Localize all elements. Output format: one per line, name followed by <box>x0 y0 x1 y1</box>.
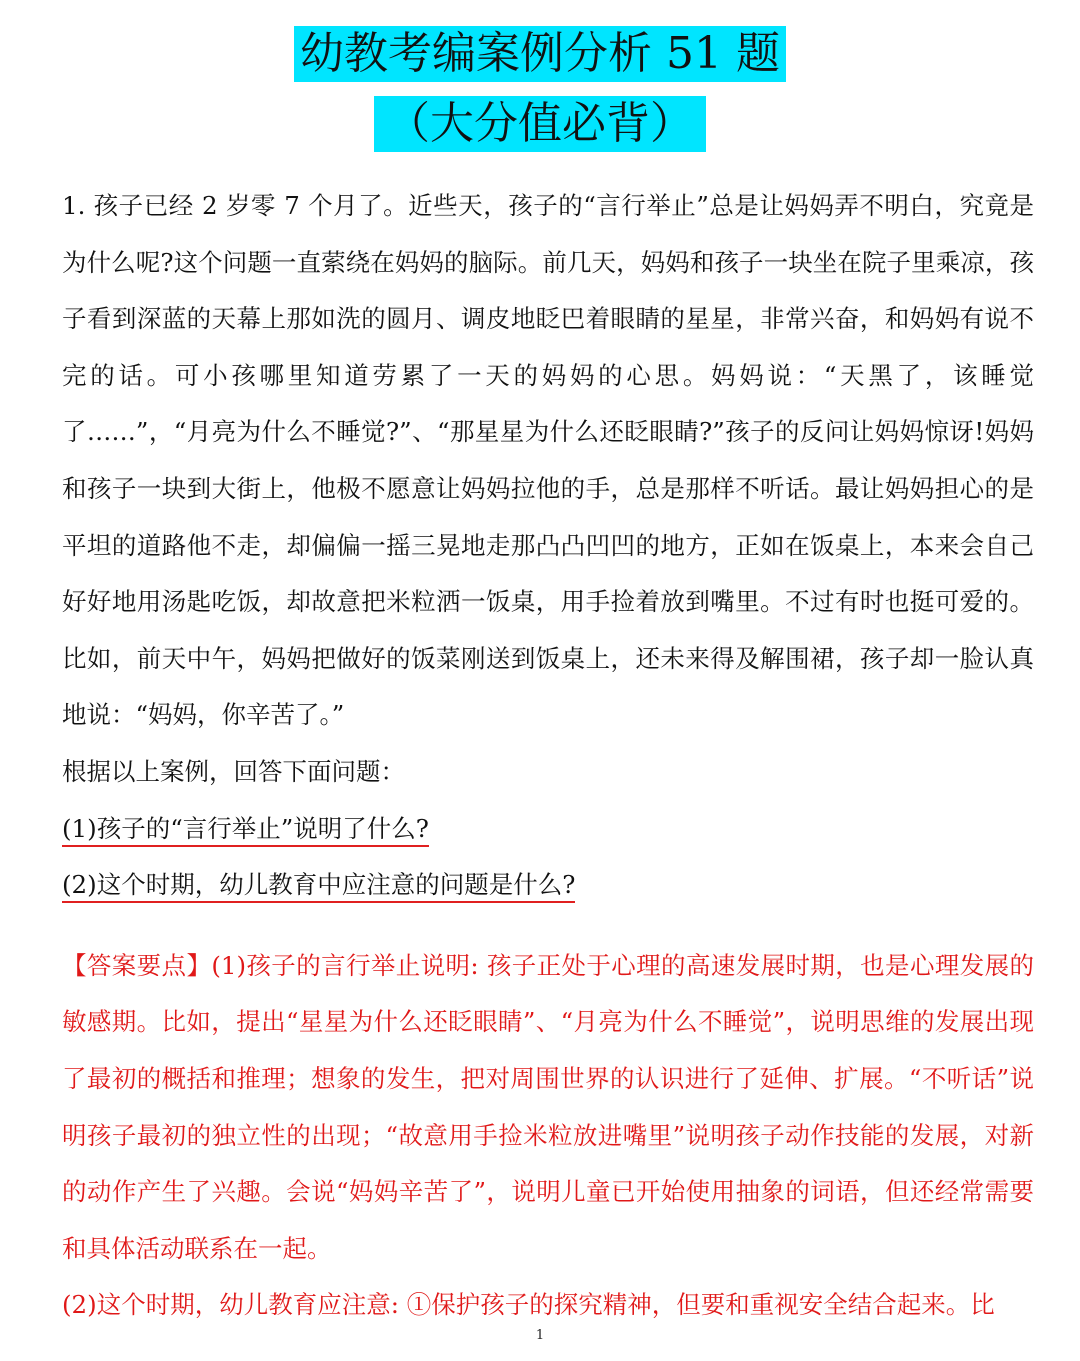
sub-title: （大分值必背） <box>374 96 706 152</box>
sub-question-2: (2)这个时期，幼儿教育中应注意的问题是什么? <box>62 857 1034 914</box>
content-body <box>62 178 1034 1334</box>
main-title: 幼教考编案例分析 51 题 <box>294 26 786 82</box>
answer-paragraph: 【答案要点】(1)孩子的言行举止说明: 孩子正处于心理的高速发展时期，也是心理发展的敏感期。比如，提出“星星为什么还眨眼睛”、“月亮为什么不睡觉”，说明思维的发展出现了最初的概括和推理；想象的发生，把对周围世界的认识进行了延伸、扩展。“不听话”说明孩子最初的独立性的出现；“故意用手捡米粒放进嘴里”说明孩子动作技能的发展，对新的动作产生了兴趣。会说“妈妈辛苦了”，说明儿童已开始使用抽象的词语，但还经常需要和具体活动联系在一起。 <box>62 950 1034 1263</box>
title-line-2 <box>0 96 1080 152</box>
title-line-1 <box>0 26 1080 82</box>
sub-question-1: (1)孩子的“言行举止”说明了什么? <box>62 801 1034 858</box>
question-prompt: 根据以上案例，回答下面问题： <box>62 756 405 786</box>
case-paragraph: 1. 孩子已经 2 岁零 7 个月了。近些天，孩子的“言行举止”总是让妈妈弄不明白，究竟是为什么呢?这个问题一直萦绕在妈妈的脑际。前几天，妈妈和孩子一块坐在院子里乘凉，孩子看到深蓝的天幕上那如洗的圆月、调皮地眨巴着眼睛的星星，非常兴奋，和妈妈有说不完的话。可小孩哪里知道劳累了一天的妈妈的心思。妈妈说：“天黑了，该睡觉了……”，“月亮为什么不睡觉?”、“那星星为什么还眨眼睛?”孩子的反问让妈妈惊讶!妈妈和孩子一块到大街上，他极不愿意让妈妈拉他的手，总是那样不听话。最让妈妈担心的是平坦的道路他不走，却偏偏一摇三晃地走那凸凸凹凹的地方，正如在饭桌上，本来会自己好好地用汤匙吃饭，却故意把米粒洒一饭桌，用手捡着放到嘴里。不过有时也挺可爱的。比如，前天中午，妈妈把做好的饭菜刚送到饭桌上，还未来得及解围裙，孩子却一脸认真地说：“妈妈，你辛苦了。” <box>62 191 1034 730</box>
answer-paragraph-2: (2)这个时期，幼儿教育应注意: ①保护孩子的探究精神，但要和重视安全结合起来。比 <box>62 1290 995 1320</box>
page-number: 1 <box>535 1328 545 1343</box>
